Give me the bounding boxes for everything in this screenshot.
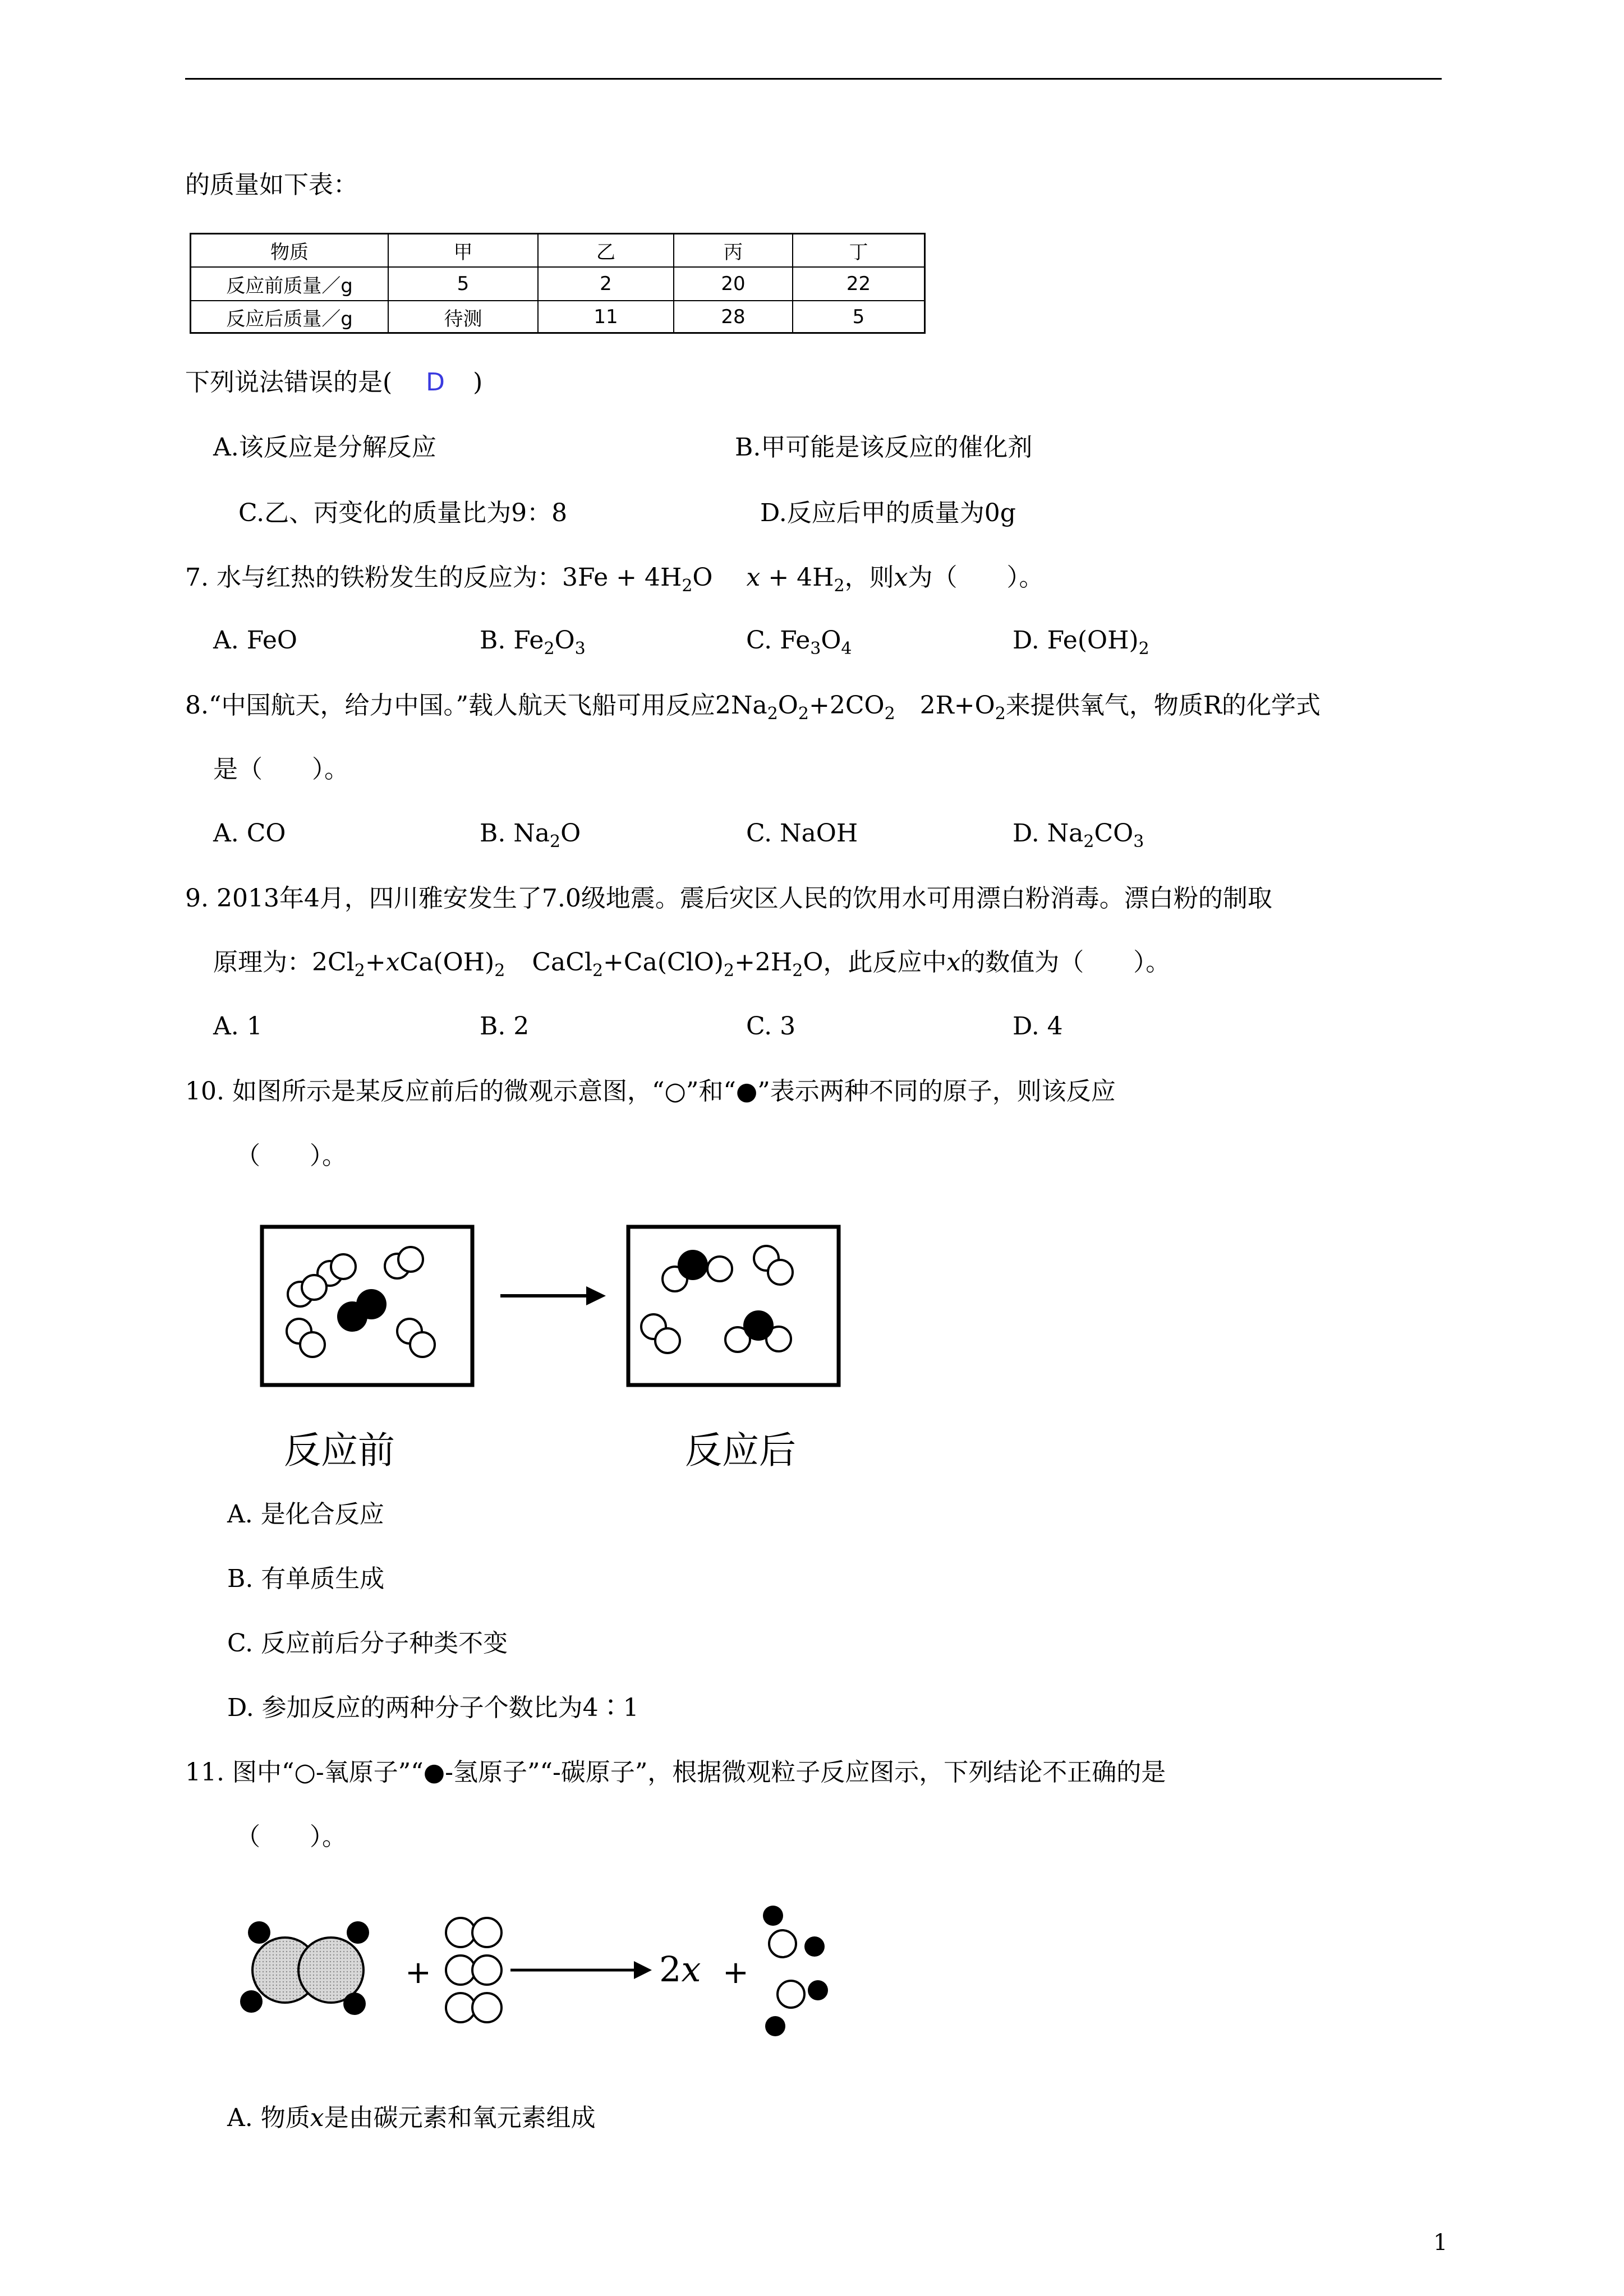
- q8-stem-line2: 是（ ）。: [213, 755, 349, 784]
- table-cell: 5: [852, 306, 865, 328]
- table-cell: 20: [721, 273, 746, 295]
- atom-black: [808, 1980, 828, 2000]
- q11-stem-line2: （ ）。: [236, 1823, 347, 1851]
- atom-black: [347, 1921, 369, 1944]
- atom-black: [343, 1993, 366, 2015]
- plus-sign: +: [723, 1954, 749, 1991]
- table-cell: 待测: [444, 307, 482, 330]
- caption-after: 反应后: [685, 1429, 796, 1472]
- atom-white: [769, 1930, 796, 1957]
- q9-option-a: A. 1: [213, 1012, 263, 1041]
- table-header-cell: 甲: [453, 241, 473, 264]
- atom-white: [655, 1328, 680, 1353]
- atom-white: [300, 1332, 325, 1357]
- q7-option-d: D. $Fe(OH)_2$: [1013, 626, 1149, 659]
- q7-option-a: A. FeO: [213, 626, 297, 655]
- q10-stem: 10. 如图所示是某反应前后的微观示意图，“○”和“●”表示两种不同的原子，则该反应: [185, 1077, 1116, 1106]
- coefficient: 2x: [659, 1949, 701, 1990]
- intro-text: 的质量如下表：: [185, 171, 358, 199]
- table-header-cell: 乙: [596, 241, 615, 264]
- table-cell: 5: [457, 273, 470, 295]
- q6-option-b: B.甲可能是该反应的催化剂: [735, 433, 1033, 462]
- table-cell: 22: [846, 273, 871, 295]
- q8-option-a: A. CO: [213, 819, 286, 848]
- atom-black: [765, 2016, 785, 2036]
- header-rule: [185, 78, 1442, 80]
- q6-stem: 下列说法错误的是( D ): [185, 368, 483, 397]
- after-box: [628, 1227, 839, 1385]
- q9-stem-line2: 原理为：$2Cl_2+xCa(OH)_2$ $CaCl_2+Ca(ClO)_2+2H_2O$，此反应中x的数值为（ ）。: [213, 948, 1171, 981]
- atom-white: [331, 1254, 356, 1279]
- q6-option-d: D.反应后甲的质量为0g: [760, 499, 1016, 527]
- atom-white: [410, 1332, 435, 1357]
- caption-before: 反应前: [284, 1429, 395, 1472]
- atom-black: [356, 1289, 387, 1319]
- q8-option-b: B. $Na_2O$: [480, 819, 581, 852]
- reaction-micro-diagram: [247, 1214, 864, 1478]
- atom-white: [778, 1981, 804, 2008]
- q8-option-d: D. $Na_2CO_3$: [1013, 819, 1144, 852]
- atom-black: [804, 1936, 825, 1957]
- q11-stem: 11. 图中“○-氧原子”“●-氢原子”“-碳原子”，根据微观粒子反应图示，下列结论不正确的是: [185, 1758, 1166, 1787]
- plus-sign: +: [405, 1954, 431, 1991]
- table-cell: 2: [600, 273, 612, 295]
- q10-option-d: D. 参加反应的两种分子个数比为4∶1: [227, 1694, 639, 1722]
- q11-option-a: A. 物质x是由碳元素和氧元素组成: [227, 2104, 596, 2132]
- q8-stem: 8.“中国航天，给力中国。”载人航天飞船可用反应$2Na_2O_2+2CO_2$ $2R+O_2$来提供氧气，物质R的化学式: [185, 691, 1321, 724]
- q8-option-c: C. NaOH: [746, 819, 858, 848]
- q9-option-c: C. 3: [746, 1012, 796, 1041]
- q6-answer: D: [426, 368, 445, 397]
- q10-option-c: C. 反应前后分子种类不变: [227, 1629, 508, 1658]
- q6-option-a: A.该反应是分解反应: [213, 433, 436, 462]
- atom-white: [768, 1260, 793, 1285]
- q10-stem-line2: （ ）。: [236, 1142, 347, 1170]
- q7-stem: 7. 水与红热的铁粉发生的反应为：$3Fe + 4H_2O$ $x + 4H_2$，则x为（ ）。: [185, 563, 1044, 596]
- table-cell: 28: [721, 306, 746, 328]
- atom-black: [240, 1990, 263, 2013]
- q7-option-c: C. $Fe_3O_4$: [746, 626, 852, 659]
- atom-black: [743, 1310, 774, 1341]
- q10-option-b: B. 有单质生成: [227, 1565, 385, 1593]
- q10-option-a: A. 是化合反应: [227, 1500, 384, 1529]
- table-cell: 11: [594, 306, 618, 328]
- table-cell: 反应前质量／g: [226, 274, 353, 297]
- atom-white: [302, 1275, 326, 1300]
- atom-black: [763, 1906, 783, 1926]
- q7-option-b: B. $Fe_2O_3$: [480, 626, 586, 659]
- q9-stem: 9. 2013年4月，四川雅安发生了7.0级地震。震后灾区人民的饮用水可用漂白粉消毒。漂白粉的制取: [185, 884, 1272, 913]
- atom-black: [248, 1921, 270, 1944]
- atom-white: [398, 1247, 423, 1272]
- atom-black: [678, 1250, 708, 1280]
- table-header-cell: 物质: [270, 241, 309, 264]
- page-number: 1: [1433, 2230, 1448, 2256]
- table-header-cell: 丙: [724, 241, 743, 264]
- q9-option-d: D. 4: [1013, 1012, 1063, 1041]
- mass-table: [190, 233, 926, 334]
- atom-white: [707, 1257, 732, 1281]
- combustion-micro-diagram: [224, 1896, 875, 2053]
- arrow-head: [586, 1286, 606, 1305]
- q9-option-b: B. 2: [480, 1012, 530, 1041]
- arrow-head: [634, 1961, 652, 1979]
- table-cell: 反应后质量／g: [226, 307, 353, 330]
- q6-option-c: C.乙、丙变化的质量比为9：8: [238, 499, 568, 527]
- table-header-cell: 丁: [849, 241, 868, 264]
